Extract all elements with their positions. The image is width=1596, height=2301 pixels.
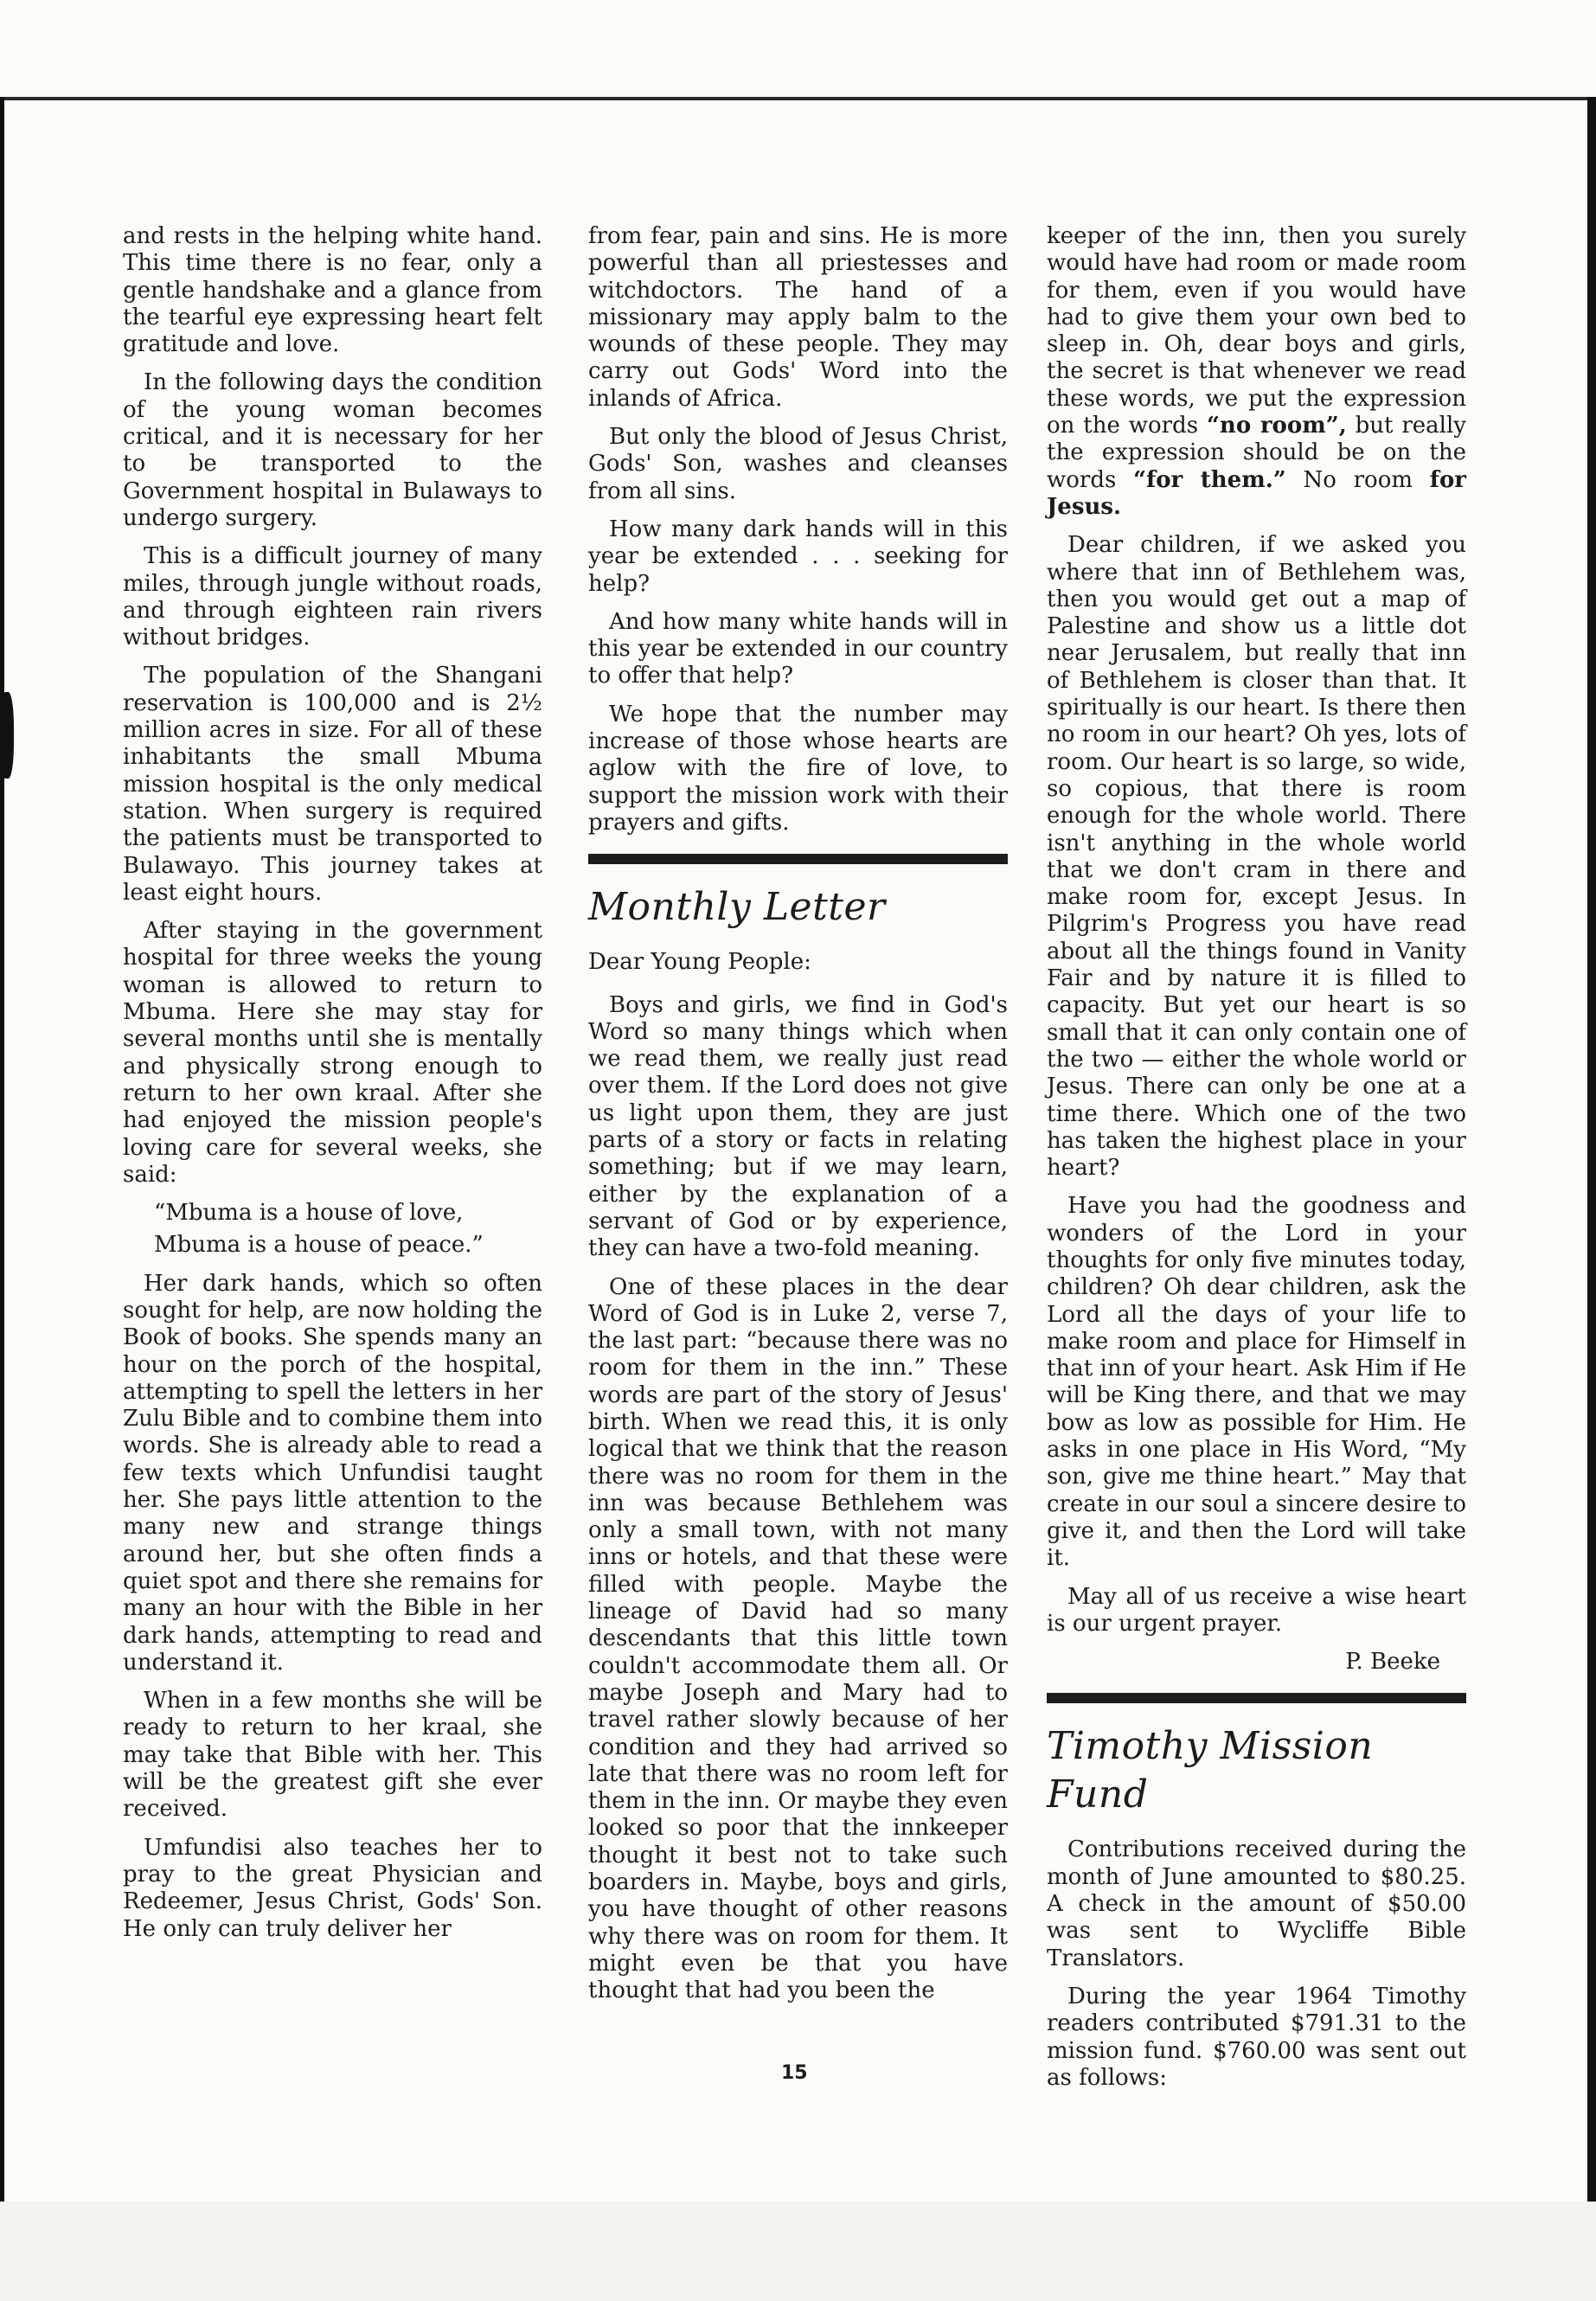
- paragraph: Contributions received during the month of June amounted to $80.25. A check in the amount of $50.00 was sent to Wycliffe Bible Translators.: [1047, 1836, 1466, 1971]
- paragraph: How many dark hands will in this year be extended . . . seeking for help?: [588, 516, 1008, 597]
- paragraph: During the year 1964 Timothy readers contributed $791.31 to the mission fund. $760.00 was sent out as follows:: [1047, 1983, 1466, 2091]
- emphasis: “for them.”: [1133, 466, 1286, 493]
- section-divider: [588, 854, 1008, 864]
- paragraph: Boys and girls, we find in God's Word so many things which when we read them, we really just read over them. If the Lord does not give us light upon them, they are just parts of a story or facts in relating something; but if we may learn, either by the explanation of a servant of God or by experience, they can have a two-fold meaning.: [588, 991, 1008, 1262]
- paragraph: After staying in the government hospital for three weeks the young woman is allowed to return to Mbuma. Here she may stay for several months until she is mentally and physically strong enough to return to her own kraal. After she had enjoyed the mission people's loving care for several weeks, she said:: [123, 918, 542, 1188]
- emphasis: for Jesus.: [1047, 466, 1466, 520]
- binding-mark: [0, 692, 14, 779]
- paragraph: keeper of the inn, then you surely would have had room or made room for them, even if you would have had to give them your own bed to sleep in. Oh, dear boys and girls, the secret is that whenever we read these words, we put the expression on the words “no room”, but really the expression should be on the words “for them.” No room for Jesus.: [1047, 223, 1466, 520]
- right-page-edge: [1587, 97, 1596, 2301]
- section-title-monthly-letter: Monthly Letter: [588, 885, 886, 930]
- paragraph: One of these places in the dear Word of God is in Luke 2, verse 7, the last part: “because there was no room for them in the inn.” These words are part of the story of Jesus' birth. When we read this, it is only logical that we think that the reason there was no room for them in the inn was because Bethlehem was only a small town, with not many inns or hotels, and that these were filled with people. Maybe the lineage of David had so many descendants that this little town couldn't accommodate them all. Or maybe Joseph and Mary had to travel rather slowly because of her condition and they had arrived so late that there was no room left for them in the inn. Or maybe they even looked so poor that the innkeeper thought it best not to take such boarders in. Maybe, boys and girls, you have thought of other reasons why there was on room for them. It might even be that you have thought that had you been the: [588, 1273, 1008, 2004]
- paragraph: When in a few months she will be ready to return to her kraal, she may take that Bible with her. This will be the greatest gift she ever received.: [123, 1688, 542, 1823]
- paragraph: Her dark hands, which so often sought for help, are now holding the Book of books. She spends many an hour on the porch of the hospital, attempting to spell the letters in her Zulu Bible and to combine them into words. She is already able to read a few texts which Unfundisi taught her. She pays little attention to the many new and strange things around her, but she often finds a quiet spot and there she remains for many an hour with the Bible in her dark hands, attempting to read and understand it.: [123, 1270, 542, 1676]
- paragraph: from fear, pain and sins. He is more powerful than all priestesses and witchdoctors. The hand of a missionary may apply balm to the wounds of these people. They may carry out Gods' Word into the inlands of Africa.: [588, 223, 1008, 412]
- paragraph: Dear children, if we asked you where that inn of Bethlehem was, then you would get out a map of Palestine and show us a little dot near Jerusalem, but really that inn of Bethlehem is closer than that. It spiritually is our heart. Is there then no room in our heart? Oh yes, lots of room. Our heart is so large, so wide, so copious, that there is room enough for the whole world. There isn't anything in the whole world that we don't cram in there and make room for, except Jesus. In Pilgrim's Progress you have read about all the things found in Vanity Fair and by nature it is filled to capacity. But yet our heart is so small that it can only contain one of the two — either the whole world or Jesus. There can only be one at a time there. Which one of the two has taken the highest place in your heart?: [1047, 532, 1466, 1182]
- article-column-1: [123, 223, 542, 1954]
- section-divider: [1047, 1693, 1466, 1703]
- paragraph: But only the blood of Jesus Christ, Gods' Son, washes and cleanses from all sins.: [588, 424, 1008, 504]
- page-number: 15: [781, 2062, 808, 2084]
- quote-line: Mbuma is a house of peace.”: [154, 1232, 484, 1259]
- salutation: Dear Young People:: [588, 949, 811, 976]
- paragraph: This is a difficult journey of many miles, through jungle without roads, and through eighteen rain rivers without bridges.: [123, 543, 542, 651]
- section-title-timothy-mission-fund: Timothy Mission Fund: [1047, 1724, 1374, 1817]
- left-page-edge: [0, 97, 4, 2225]
- signature: P. Beeke: [1345, 1649, 1440, 1676]
- quote-line: “Mbuma is a house of love,: [154, 1200, 464, 1227]
- paragraph: The population of the Shangani reservation is 100,000 and is 2½ million acres in size. For all of these inhabitants the small Mbuma mission hospital is the only medical station. When surgery is required the patients must be transported to Bulawayo. This journey takes at least eight hours.: [123, 663, 542, 906]
- paragraph: In the following days the condition of the young woman becomes critical, and it is necessary for her to be transported to the Government hospital in Bulaways to undergo surgery.: [123, 369, 542, 531]
- paragraph: May all of us receive a wise heart is our urgent prayer.: [1047, 1583, 1466, 1637]
- emphasis: “no room”,: [1206, 413, 1347, 439]
- paragraph: And how many white hands will in this year be extended in our country to offer that help?: [588, 608, 1008, 689]
- paragraph: Umfundisi also teaches her to pray to the great Physician and Redeemer, Jesus Christ, Gods' Son. He only can truly deliver her: [123, 1834, 542, 1942]
- article-column-3: [1047, 223, 1466, 2103]
- top-border-rule: [0, 97, 1596, 100]
- paragraph: Have you had the goodness and wonders of the Lord in your thoughts for only five minutes today, children? Oh dear children, ask the Lord all the days of your life to make room and place for Himself in that inn of your heart. Ask Him if He will be King there, and that we may bow as low as possible for Him. He asks in one place in His Word, “My son, give me thine heart.” May that create in our soul a sincere desire to give it, and then the Lord will take it.: [1047, 1193, 1466, 1572]
- article-column-2: [588, 223, 1008, 2016]
- paragraph: and rests in the helping white hand. This time there is no fear, only a gentle handshake and a glance from the tearful eye expressing heart felt gratitude and love.: [123, 223, 542, 358]
- paragraph: We hope that the number may increase of those whose hearts are aglow with the fire of love, to support the mission work with their prayers and gifts.: [588, 701, 1008, 836]
- page-bottom-margin: [0, 2202, 1596, 2301]
